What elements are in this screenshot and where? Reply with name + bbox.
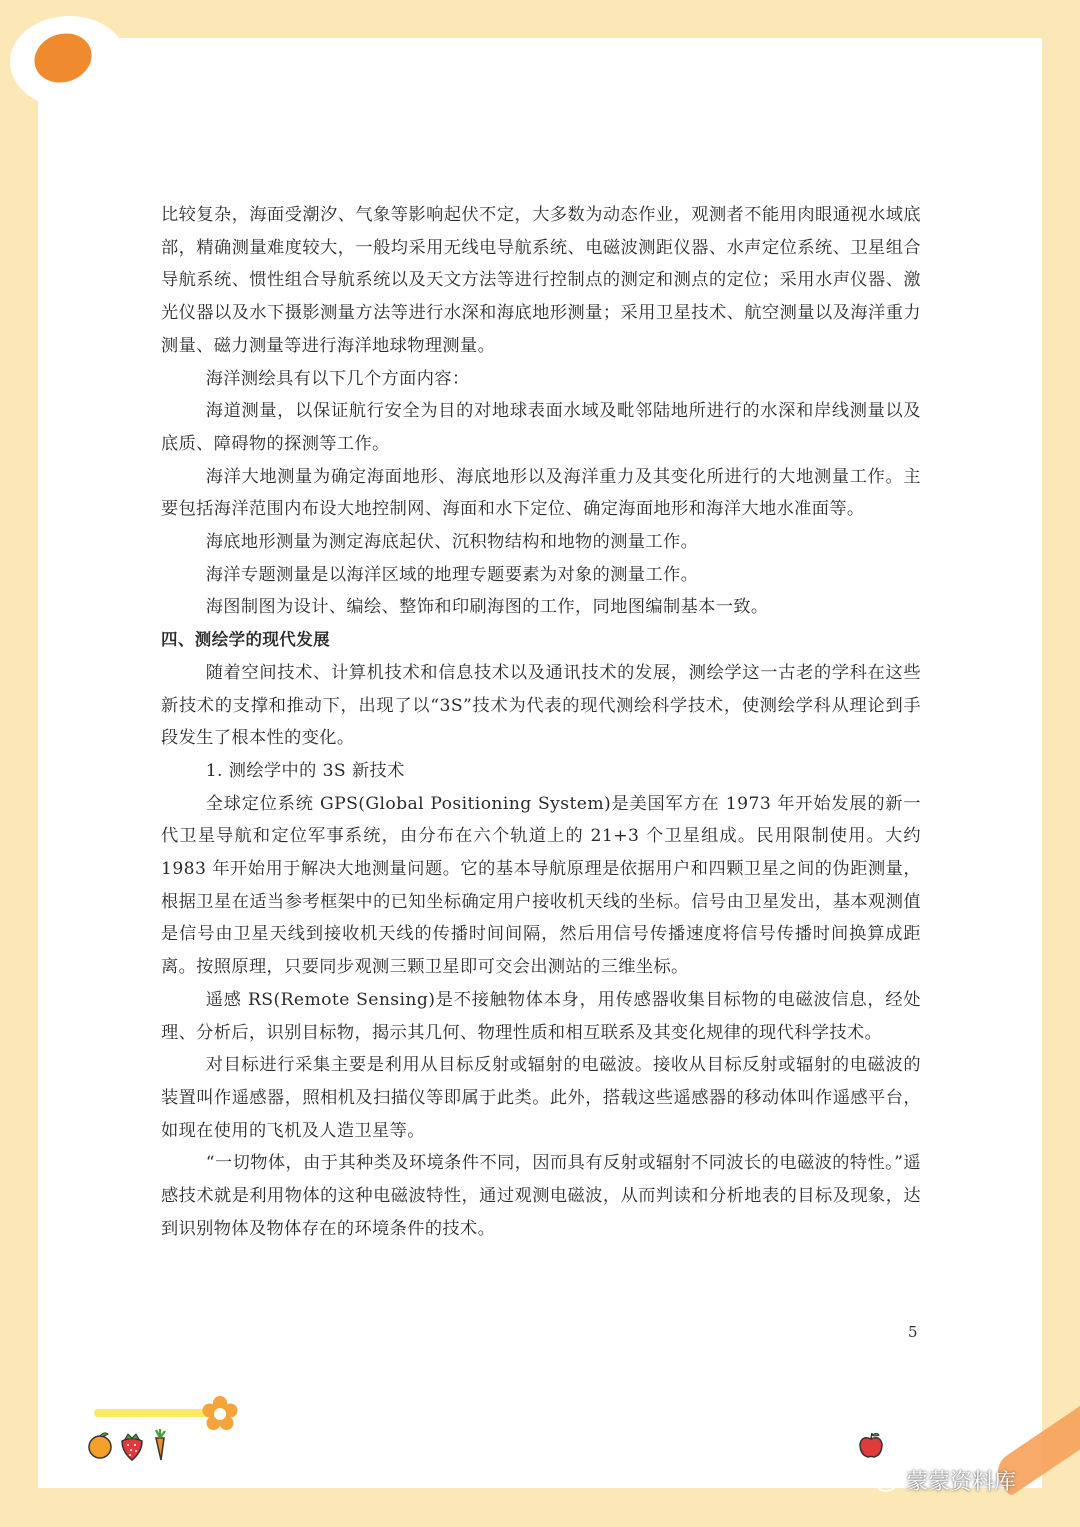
page-number: 5	[908, 1323, 918, 1341]
paragraph: 海洋大地测量为确定海面地形、海底地形以及海洋重力及其变化所进行的大地测量工作。主要包括海洋范围内布设大地控制网、海面和水下定位、确定海面地形和海洋大地水准面等。	[161, 466, 921, 520]
apple-icon	[856, 1430, 886, 1460]
yellow-bar-decoration	[94, 1409, 212, 1417]
section-heading: 四、测绘学的现代发展	[161, 630, 330, 650]
paragraph: 全球定位系统 GPS(Global Positioning System)是美国军方在 1973 年开始发展的新一代卫星导航和定位军事系统，由分布在六个轨道上的 21+3 个卫星组成。民用限制使用。大约 1983 年开始用于解决大地测量问题。它的基本导航原理是依据用户和四颗卫星之间的伪距测量，根据卫星在适当参考框架中的已知坐标确定用户接收机天线的坐标。信号由卫星发出，基本观测值是信号由卫星天线到接收机天线的传播时间间隔，然后用信号传播速度将信号传播时间换算成距离。按照原理，只要同步观测三颗卫星即可交会出测站的三维坐标。	[161, 793, 921, 978]
wechat-icon	[862, 1465, 898, 1495]
carrot-icon	[148, 1428, 172, 1462]
paragraph: 海洋专题测量是以海洋区域的地理专题要素为对象的测量工作。	[205, 564, 699, 585]
paragraph: 比较复杂，海面受潮汐、气象等影响起伏不定，大多数为动态作业，观测者不能用肉眼通视水域底部，精确测量难度较大，一般均采用无线电导航系统、电磁波测距仪器、水声定位系统、卫星组合导航系统、惯性组合导航系统以及天文方法等进行控制点的测定和测点的定位；采用水声仪器、激光仪器以及水下摄影测量方法等进行水深和海底地形测量；采用卫星技术、航空测量以及海洋重力测量、磁力测量等进行海洋地球物理测量。	[161, 205, 921, 356]
flower-icon	[200, 1394, 240, 1434]
strawberry-icon	[118, 1430, 146, 1462]
paragraph: 遥感 RS(Remote Sensing)是不接触物体本身，用传感器收集目标物的电磁波信息，经处理、分析后，识别目标物，揭示其几何、物理性质和相互联系及其变化规律的现代科学技术。	[161, 989, 921, 1043]
watermark	[862, 1463, 1016, 1497]
paragraph: 海道测量，以保证航行安全为目的对地球表面水域及毗邻陆地所进行的水深和岸线测量以及底质、障碍物的探测等工作。	[161, 401, 921, 454]
paragraph: 海洋测绘具有以下几个方面内容：	[205, 368, 470, 389]
orange-icon	[86, 1430, 114, 1460]
watermark-text: 蒙蒙资料库	[906, 1469, 1017, 1495]
paragraph: 对目标进行采集主要是利用从目标反射或辐射的电磁波。接收从目标反射或辐射的电磁波的装置叫作遥感器，照相机及扫描仪等即属于此类。此外，搭载这些遥感器的移动体叫作遥感平台，如现在使用的飞机及人造卫星等。	[161, 1055, 921, 1141]
paragraph: 随着空间技术、计算机技术和信息技术以及通讯技术的发展，测绘学这一古老的学科在这些新技术的支撑和推动下，出现了以“3S”技术为代表的现代测绘科学技术，使测绘学科从理论到手段发生了根本性的变化。	[161, 662, 921, 749]
subsection-heading: 1. 测绘学中的 3S 新技术	[205, 760, 405, 781]
paragraph: “一切物体，由于其种类及环境条件不同，因而具有反射或辐射不同波长的电磁波的特性。”遥感技术就是利用物体的这种电磁波特性，通过观测电磁波，从而判读和分析地表的目标及现象，达到识别物体及物体存在的环境条件的技术。	[161, 1153, 921, 1239]
paragraph: 海图制图为设计、编绘、整饰和印刷海图的工作，同地图编制基本一致。	[205, 597, 769, 618]
paragraph: 海底地形测量为测定海底起伏、沉积物结构和地物的测量工作。	[205, 532, 699, 553]
document-body	[161, 199, 921, 1246]
